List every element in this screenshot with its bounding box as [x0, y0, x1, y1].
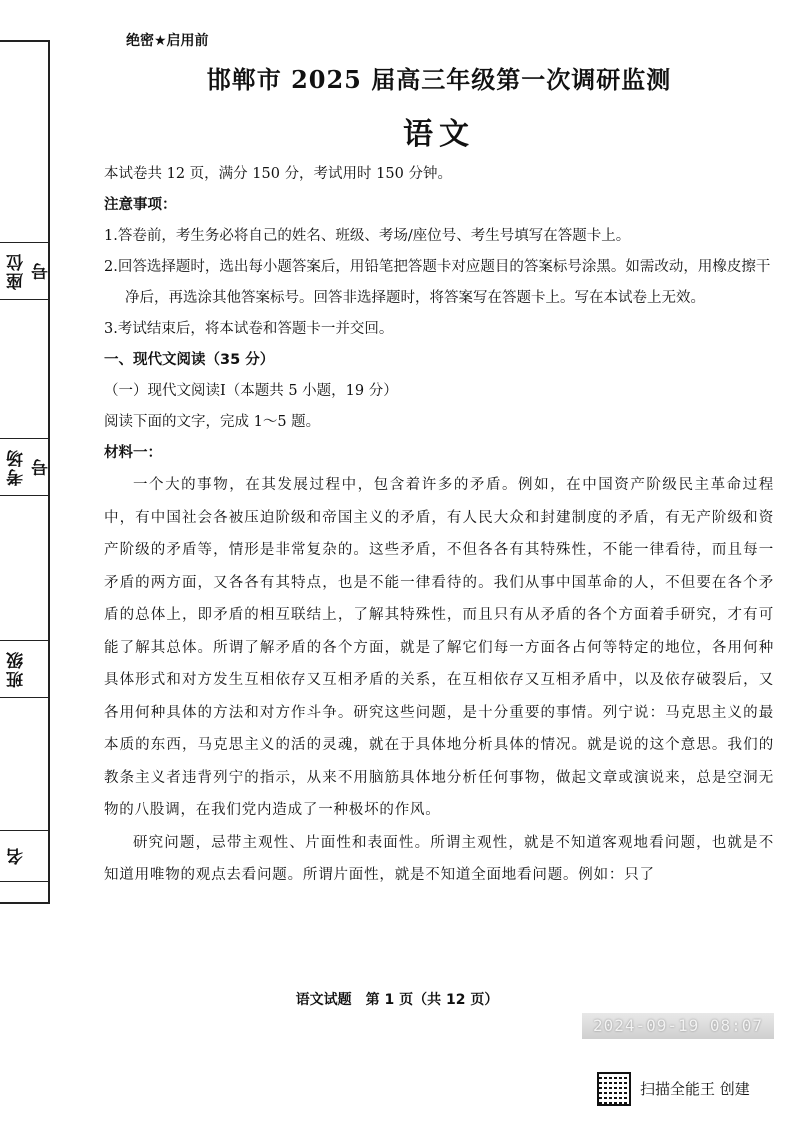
material-paragraph-2: 研究问题，忌带主观性、片面性和表面性。所谓主观性，就是不知道客观地看问题，也就是不知道用唯物的观点去看问题。所谓片面性，就是不知道全面地看问题。例如：只了 — [104, 834, 774, 883]
section-heading: 一、现代文阅读（35 分） — [104, 352, 275, 368]
notes-heading: 注意事项： — [104, 197, 177, 213]
binding-strip — [0, 40, 50, 904]
note-item-3: 3.考试结束后，将本试卷和答题卡一并交回。 — [104, 321, 394, 337]
qr-code-icon — [597, 1072, 631, 1106]
timestamp-stamp: 2024-09-19 08:07 — [582, 1013, 774, 1039]
exam-title: 邯郸市 2025 届高三年级第一次调研监测 — [206, 65, 672, 94]
subsection-heading: （一）现代文阅读Ⅰ（本题共 5 小题，19 分） — [104, 383, 398, 399]
exam-intro: 本试卷共 12 页，满分 150 分，考试用时 150 分钟。 — [104, 166, 452, 182]
note-item-2: 2.回答选择题时，选出每小题答案后，用铅笔把答题卡对应题目的答案标号涂黑。如需改动，用橡皮擦干净后，再选涂其他答案标号。回答非选择题时，将答案写在答题卡上。写在本试卷上无效。 — [104, 259, 771, 306]
reading-instruction: 阅读下面的文字，完成 1～5 题。 — [104, 414, 321, 430]
material-paragraph-1: 一个大的事物，在其发展过程中，包含着许多的矛盾。例如，在中国资产阶级民主革命过程中，有中国社会各被压迫阶级和帝国主义的矛盾，有人民大众和封建制度的矛盾，有无产阶级和资产阶级的矛盾等，情形是非常复杂的。这些矛盾，不但各各有其特殊性，不能一律看待，而且每一矛盾的两方面，又各各有其特点，也是不能一律看待的。我们从事中国革命的人，不但要在各个矛盾的总体上，即矛盾的相互联结上，了解其特殊性，而且只有从矛盾的各个方面着手研究，才有可能了解其总体。所谓了解矛盾的各个方面，就是了解它们每一方面各占何等特定的地位，各用何种具体形式和对方发生互相依存又互相矛盾的关系，在互相依存又互相矛盾中，以及依存破裂后，又各用何种具体的方法和对方作斗争。研究这些问题，是十分重要的事情。列宁说：马克思主义的最本质的东西，马克思主义的活的灵魂，就在于具体地分析具体的情况。就是说的这个意思。我们的教条主义者违背列宁的指示，从来不用脑筋具体地分析任何事物，做起文章或演说来，总是空洞无物的八股调，在我们党内造成了一种极坏的作风。 — [104, 477, 774, 818]
material-label: 材料一： — [104, 445, 162, 461]
exam-room-label: 考场号 — [7, 448, 52, 486]
note-item-1: 1.答卷前，考生务必将自己的姓名、班级、考场/座位号、考生号填写在答题卡上。 — [104, 228, 631, 244]
exam-page — [104, 30, 774, 892]
class-label: 班级 — [7, 650, 27, 688]
name-label: 名 — [7, 846, 27, 866]
page-footer: 语文试题 第 1 页（共 12 页） — [295, 992, 499, 1008]
seat-number-label: 座位号 — [7, 252, 52, 290]
secret-mark: 绝密★启用前 — [126, 33, 209, 49]
subject-title: 语文 — [403, 117, 475, 152]
scanner-watermark: 扫描全能王 创建 — [640, 1080, 750, 1098]
